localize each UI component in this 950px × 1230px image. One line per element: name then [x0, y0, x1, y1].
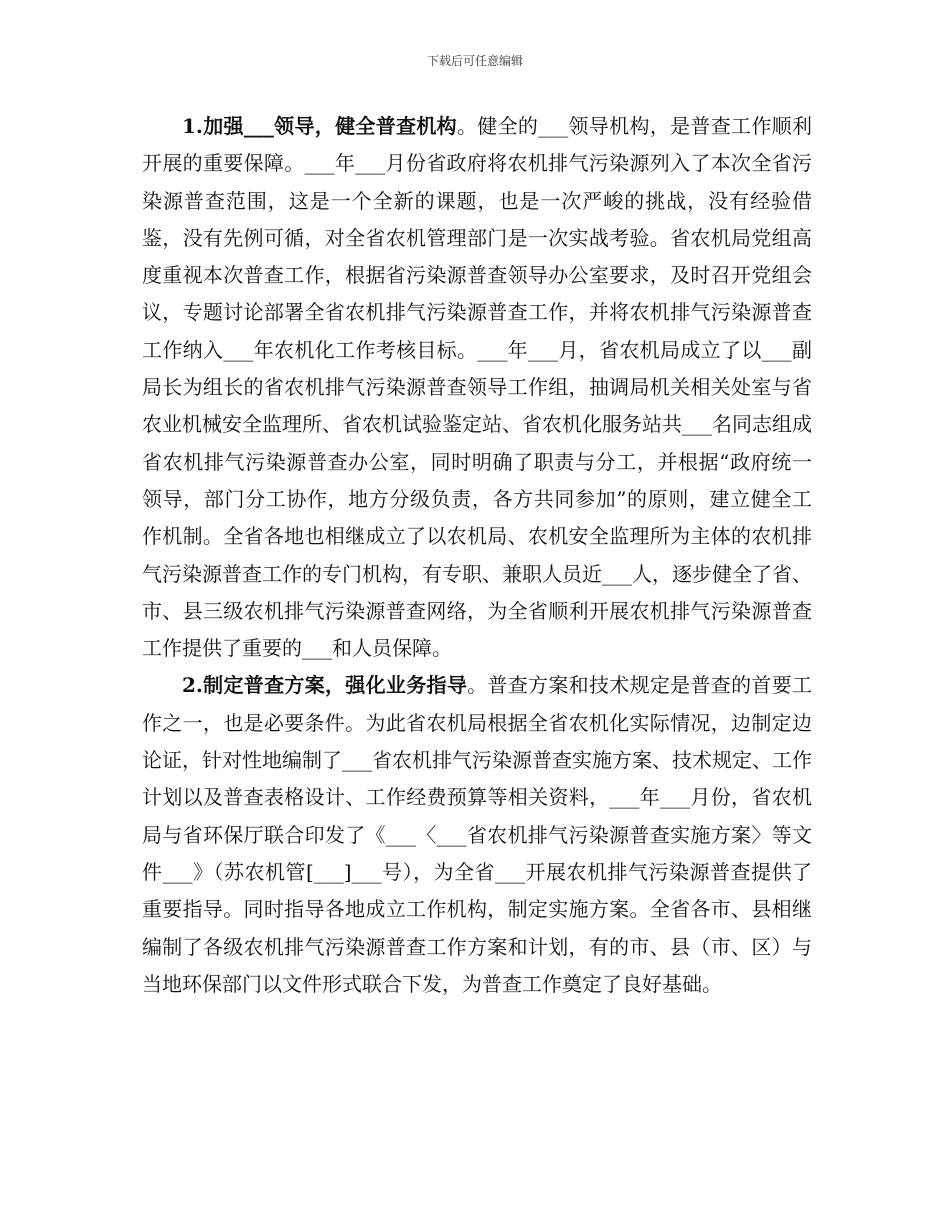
paragraph-1-heading: 1.加强___领导，健全普查机构: [182, 114, 457, 138]
paragraph-2-heading: 2.制定普查方案，强化业务指导: [182, 673, 468, 698]
document-body: [142, 108, 812, 1003]
paragraph-2: [142, 667, 812, 1003]
page-header: 下载后可任意编辑: [426, 54, 523, 68]
paragraph-1-text: 。健全的___领导机构，是普查工作顺利开展的重要保障。___年___月份省政府将农机排气污染源列入了本次全省污染源普查范围，这是一个全新的课题，也是一次严峻的挑战，没有经验借鉴，没有先例可循，对全省农机管理部门是一次实战考验。省农机局党组高度重视本次普查工作，根据省污染源普查领导办公室要求，及时召开党组会议，专题讨论部署全省农机排气污染源普查工作，并将农机排气污染源普查工作纳入___年农机化工作考核目标。___年___月，省农机局成立了以___副局长为组长的省农机排气污染源普查领导工作组，抽调局机关相关处室与省农业机械安全监理所、省农机试验鉴定站、省农机化服务站共___名同志组成省农机排气污染源普查办公室，同时明确了职责与分工，并根据“政府统一领导，部门分工协作，地方分级负责，各方共同参加”的原则，建立健全工作机制。全省各地也相继成立了以农机局、农机安全监理所为主体的农机排气污染源普查工作的专门机构，有专职、兼职人员近___人，逐步健全了省、市、县三级农机排气污染源普查网络，为全省顺利开展农机排气污染源普查工作提供了重要的___和人员保障。: [142, 114, 812, 661]
paragraph-2-text: 。普查方案和技术规定是普查的首要工作之一，也是必要条件。为此省农机局根据全省农机化实际情况，边制定边论证，针对性地编制了___省农机排气污染源普查实施方案、技术规定、工作计划以及普查表格设计、工作经费预算等相关资料，___年___月份，省农机局与省环保厅联合印发了《___〈___省农机排气污染源普查实施方案〉等文件___》（苏农机管[___]___号），为全省___开展农机排气污染源普查提供了重要指导。同时指导各地成立工作机构，制定实施方案。全省各市、县相继编制了各级农机排气污染源普查工作方案和计划，有的市、县（市、区）与当地环保部门以文件形式联合下发，为普查工作奠定了良好基础。: [142, 673, 812, 996]
paragraph-1: [142, 108, 812, 667]
